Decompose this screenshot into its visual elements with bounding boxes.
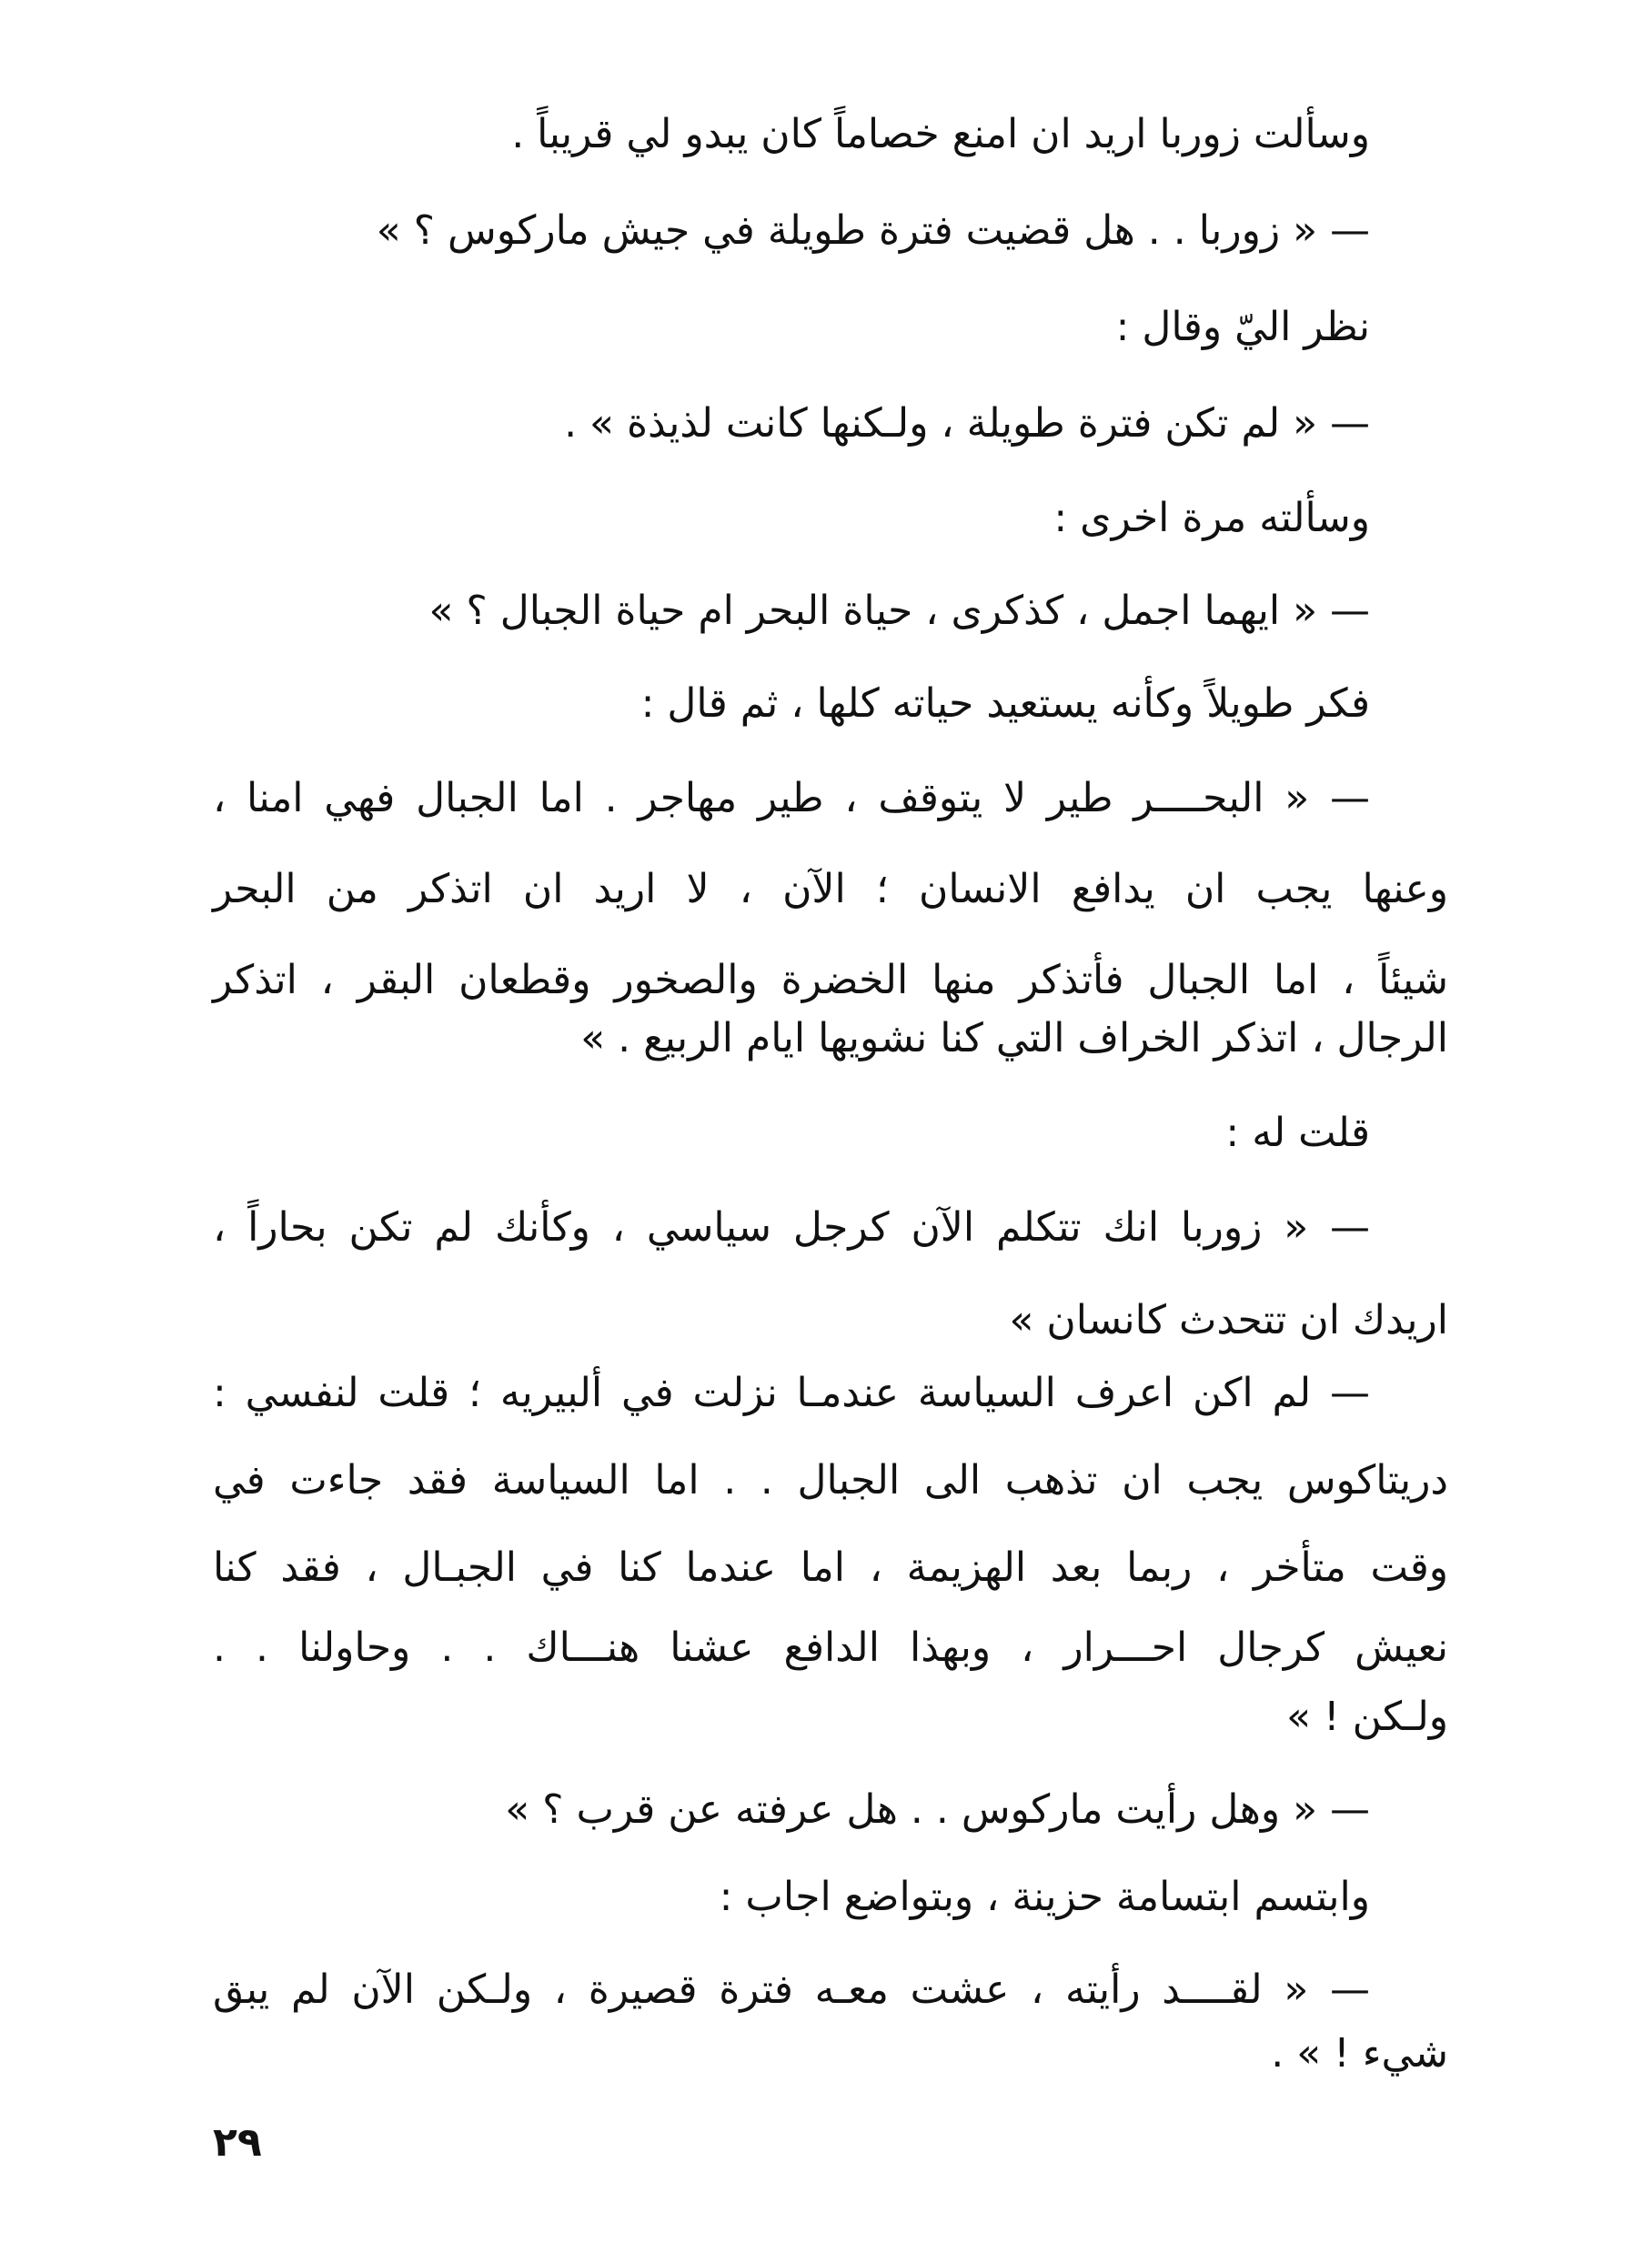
text-line: — « وهل رأيت ماركوس . . هل عرفته عن قرب ؟ » [505, 1786, 1370, 1833]
text-line: قلت له : [1225, 1110, 1370, 1156]
text-line: ولـكن ! » [1286, 1694, 1448, 1740]
text-line: شيئاً ، اما الجبال فأتذكر منها الخضرة والصخور وقطعان البقر ، اتذكر [213, 957, 1448, 1003]
text-line: — « لقــــد رأيته ، عشت معـه فترة قصيرة ، ولـكن الآن لم يبق [213, 1966, 1370, 2013]
text-line: نظر اليّ وقال : [1115, 304, 1370, 350]
text-line: شيء ! » . [1271, 2030, 1448, 2077]
text-line: وسألته مرة اخرى : [1053, 495, 1370, 541]
text-line: دريتاكوس يجب ان تذهب الى الجبال . . اما السياسة فقد جاءت في [213, 1457, 1448, 1504]
text-line: وقت متأخر ، ربما بعد الهزيمة ، اما عندما كنا في الجبـال ، فقد كنا [213, 1544, 1448, 1591]
text-line: — « لم تكن فترة طويلة ، ولـكنها كانت لذيذة » . [564, 400, 1370, 447]
text-line: — لم اكن اعرف السياسة عندمـا نزلت في ألبيريه ؛ قلت لنفسي : [213, 1370, 1370, 1416]
text-line: — « البحــــر طير لا يتوقف ، طير مهاجر . اما الجبال فهي امنا ، [213, 775, 1370, 821]
text-line: — « زوربا . . هل قضيت فترة طويلة في جيش ماركوس ؟ » [376, 207, 1370, 254]
text-line: — « زوربا انك تتكلم الآن كرجل سياسي ، وكأنك لم تكن بحاراً ، [213, 1204, 1370, 1251]
text-line: الرجال ، اتذكر الخراف التي كنا نشويها ايام الربيع . » [580, 1015, 1448, 1061]
text-line: فكر طويلاً وكأنه يستعيد حياته كلها ، ثم قال : [640, 680, 1370, 727]
text-line: وعنها يجب ان يدافع الانسان ؛ الآن ، لا اريد ان اتذكر من البحر [213, 866, 1448, 912]
page-number: ٢٩ [213, 2119, 262, 2166]
text-line: — « ايهما اجمل ، كذكرى ، حياة البحر ام حياة الجبال ؟ » [428, 588, 1370, 634]
text-line: اريدك ان تتحدث كانسان » [1009, 1297, 1448, 1343]
text-line: وسألت زوربا اريد ان امنع خصاماً كان يبدو لي قريباً . [511, 111, 1370, 157]
text-line: نعيش كرجال احـــرار ، وبهذا الدافع عشنا هنـــاك . . وحاولنا . . [213, 1624, 1448, 1671]
text-line: وابتسم ابتسامة حزينة ، وبتواضع اجاب : [719, 1874, 1370, 1920]
